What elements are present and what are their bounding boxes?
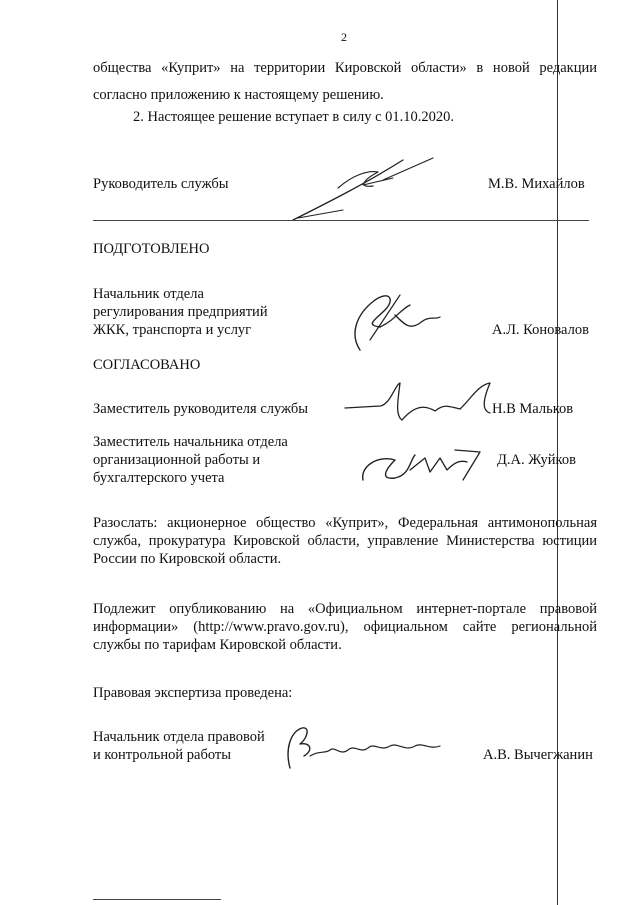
prepared-signature [340, 285, 450, 360]
prepared-role-line-2: регулирования предприятий [93, 304, 268, 320]
prepared-name: А.Л. Коновалов [492, 322, 589, 338]
effective-date-item: 2. Настоящее решение вступает в силу с 01.10.2020. [133, 109, 455, 125]
head-role: Руководитель службы [93, 176, 229, 192]
publish-line-3: службы по тарифам Кировской области. [93, 637, 342, 653]
distribute-line-3: России по Кировской области. [93, 551, 282, 567]
head-name: М.В. Михайлов [488, 176, 585, 192]
agreed-signer2-role-line-2: организационной работы и [93, 452, 261, 468]
footer-line [93, 899, 221, 900]
separator-line [93, 220, 589, 221]
publish-line-1: Подлежит опубликованию на «Официальном интернет-портале правовой [93, 601, 597, 617]
head-signature [283, 150, 453, 225]
prepared-heading: ПОДГОТОВЛЕНО [93, 241, 210, 257]
agreed-signer2-name: Д.А. Жуйков [497, 452, 576, 468]
agreed-signer2-signature [355, 440, 485, 490]
prepared-role-line-3: ЖКК, транспорта и услуг [93, 322, 252, 338]
agreed-signer1-signature [340, 375, 500, 435]
agreed-signer2-role-line-1: Заместитель начальника отдела [93, 434, 288, 450]
expertise-role-line-1: Начальник отдела правовой [93, 729, 265, 745]
expertise-role-line-2: и контрольной работы [93, 747, 231, 763]
expertise-signature [280, 720, 450, 775]
intro-line-1: общества «Куприт» на территории Кировской области» в новой редакции [93, 60, 597, 76]
expertise-text: Правовая экспертиза проведена: [93, 685, 293, 701]
distribute-line-1: Разослать: акционерное общество «Куприт», Федеральная антимонопольная [93, 515, 597, 531]
page-number: 2 [341, 30, 347, 44]
expertise-name: А.В. Вычегжанин [483, 747, 593, 763]
agreed-signer1-role: Заместитель руководителя службы [93, 401, 309, 417]
prepared-role-line-1: Начальник отдела [93, 286, 204, 302]
agreed-signer1-name: Н.В Мальков [492, 401, 574, 417]
distribute-line-2: служба, прокуратура Кировской области, управление Министерства юстиции [93, 533, 597, 549]
intro-line-2: согласно приложению к настоящему решению. [93, 87, 384, 103]
agreed-heading: СОГЛАСОВАНО [93, 357, 201, 373]
agreed-signer2-role-line-3: бухгалтерского учета [93, 470, 225, 486]
publish-line-2: информации» (http://www.pravo.gov.ru), официальном сайте региональной [93, 619, 597, 635]
